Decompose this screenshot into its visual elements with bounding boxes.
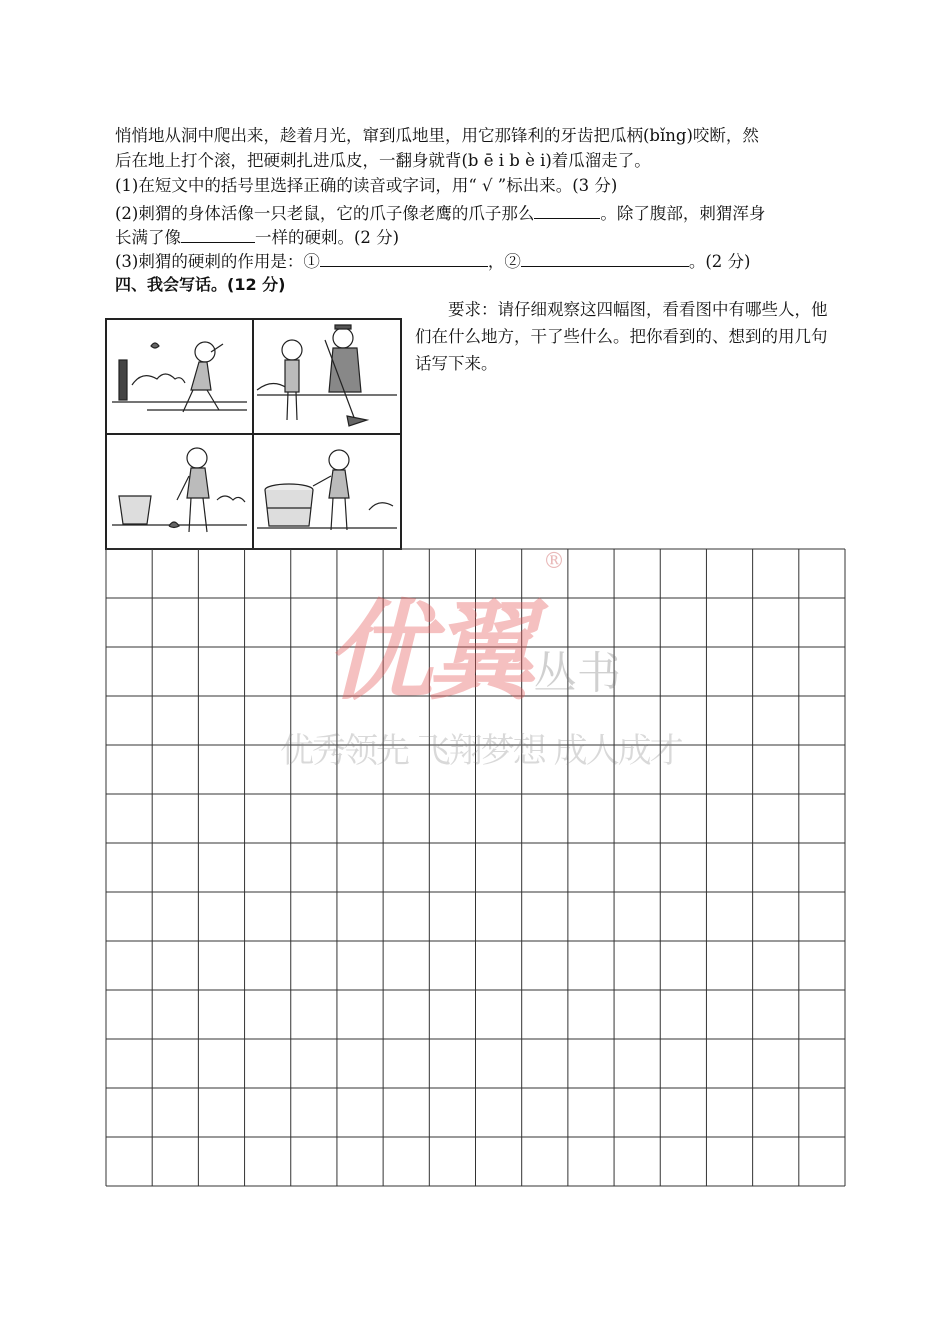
writing-requirement: 要求：请仔细观察这四幅图，看看图中有哪些人，他们在什么地方，干了些什么。把你看到的、想到的用几句话写下来。: [415, 300, 828, 373]
panel-2-sweeper: [257, 325, 397, 426]
answer-blank-use-1[interactable]: [320, 248, 488, 267]
question-3-text-b: ，②: [487, 252, 521, 271]
answer-blank-claw[interactable]: [534, 200, 600, 219]
answer-blank-use-2[interactable]: [521, 248, 689, 267]
question-2-line-1: [115, 200, 765, 226]
question-3: [115, 248, 751, 274]
writing-grid[interactable]: [105, 548, 846, 1188]
question-3-text-a: (3)刺猬的硬刺的作用是：①: [115, 252, 320, 271]
question-2-line-2: [115, 224, 399, 250]
question-2-text-d: 一样的硬刺。(2 分): [255, 228, 400, 247]
passage-line-1: 悄悄地从洞中爬出来，趁着月光，窜到瓜地里，用它那锋利的牙齿把瓜柄(bǐng)咬断，然: [115, 126, 759, 145]
question-2-text-c: 长满了像: [115, 228, 181, 247]
section-4-title: 四、我会写话。(12 分): [115, 275, 286, 294]
question-1: (1)在短文中的括号里选择正确的读音或字词，用“ √ ”标出来。(3 分): [115, 176, 618, 195]
question-3-text-c: 。(2 分): [688, 252, 751, 271]
watermark-series: 丛书: [533, 648, 621, 699]
watermark-registered: ®: [543, 549, 565, 574]
watermark-brand: 优翼: [325, 590, 530, 715]
panel-1-boy-throwing: [112, 342, 247, 412]
watermark-slogan: 优秀领先 飞翔梦想 成人成才: [280, 731, 682, 771]
question-2-text-a: (2)刺猬的身体活像一只老鼠，它的爪子像老鹰的爪子那么: [115, 204, 535, 223]
passage-line-2: 后在地上打个滚，把硬刺扎进瓜皮，一翻身就背(b ē i b è i)着瓜溜走了。: [115, 151, 651, 170]
panel-4-boy-uses-bin: [257, 450, 397, 530]
panel-illustrations: [107, 320, 400, 548]
question-2-text-b: 。除了腹部，刺猬浑身: [600, 204, 766, 223]
four-panel-picture: [105, 318, 402, 550]
panel-3-boy-sees-peel: [112, 448, 247, 532]
answer-blank-spikes[interactable]: [181, 224, 255, 243]
